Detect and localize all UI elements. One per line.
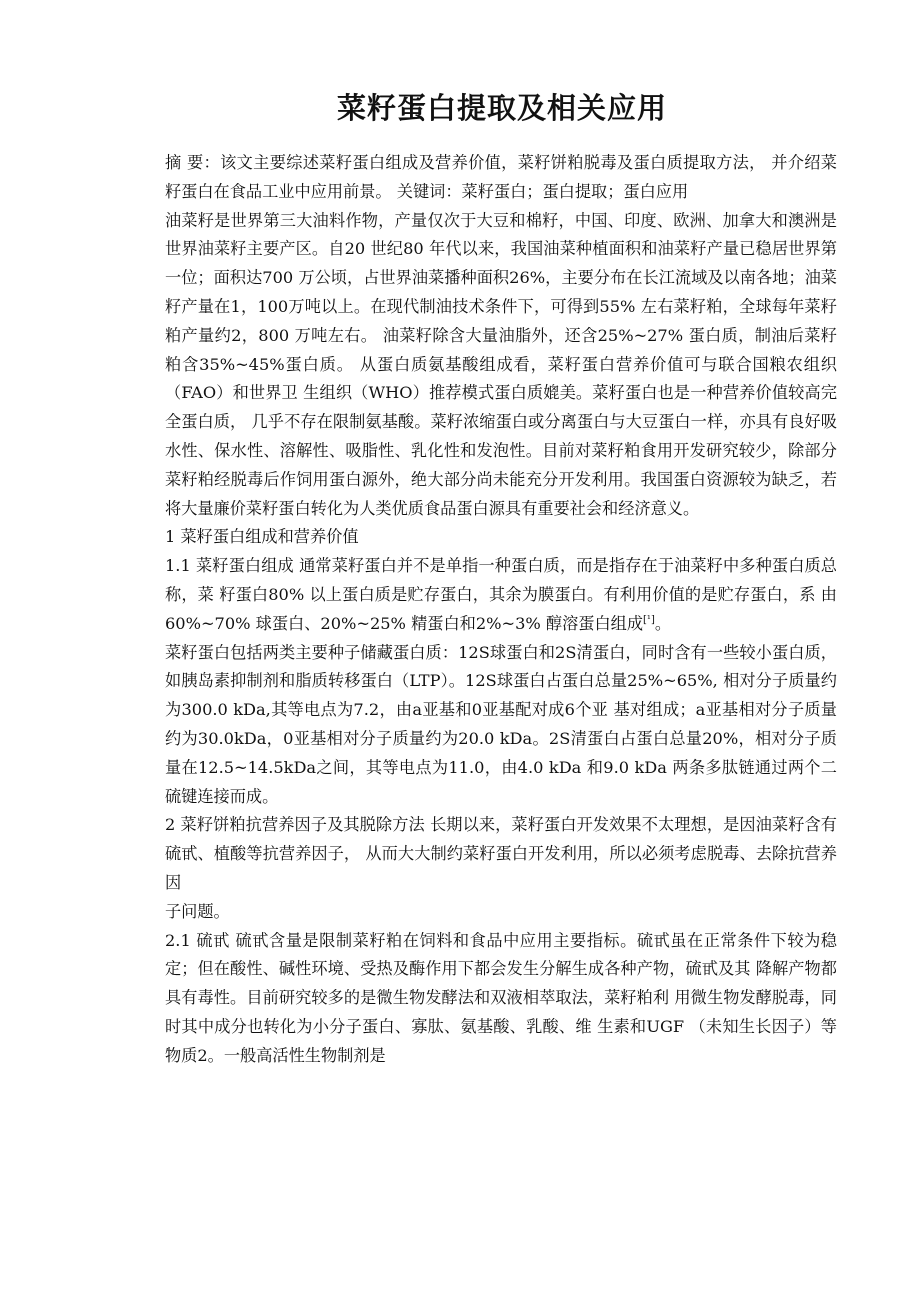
document-title: 菜籽蛋白提取及相关应用 (336, 91, 667, 125)
intro-paragraph: 油菜籽是世界第三大油料作物，产量仅次于大豆和棉籽，中国、印度、欧洲、加拿大和澳洲是世界油菜籽主要产区。自20 世纪80 年代以来，我国油菜种植面积和油菜籽产量已稳居世界第一位；面积达700 万公顷，占世界油菜播种面积26%，主要分布在长江流域及以南各地；油菜籽产量在1，100万吨以上。在现代制油技术条件下，可得到55% 左右菜籽粕，全球每年菜籽粕产量约2，800 万吨左右。 油菜籽除含大量油脂外，还含25%~27% 蛋白质，制油后菜籽粕含35%~45%蛋白质。 从蛋白质氨基酸组成看，菜籽蛋白营养价值可与联合国粮农组织（FAO）和世界卫 生组织（WHO）推荐模式蛋白质媲美。菜籽蛋白也是一种营养价值较高完全蛋白质， 几乎不存在限制氨基酸。菜籽浓缩蛋白或分离蛋白与大豆蛋白一样，亦具有良好吸 水性、保水性、溶解性、吸脂性、乳化性和发泡性。目前对菜籽粕食用开发研究较少，除部分菜籽粕经脱毒后作饲用蛋白源外，绝大部分尚未能充分开发利用。我国蛋白资源较为缺乏，若将大量廉价菜籽蛋白转化为人类优质食品蛋白源具有重要社会和经济意义。 (165, 210, 837, 518)
section-1-heading: 1 菜籽蛋白组成和营养价值 (165, 527, 359, 547)
section-2-1-paragraph: 2.1 硫甙 硫甙含量是限制菜籽粕在饲料和食品中应用主要指标。硫甙虽在正常条件下较为稳 定；但在酸性、碱性环境、受热及酶作用下都会发生分解生成各种产物，硫甙及其 降解产物都具有毒性。目前研究较多的是微生物发酵法和双液相萃取法，菜籽粕利 用微生物发酵脱毒，同时其中成分也转化为小分子蛋白、寡肽、氨基酸、乳酸、维 生素和UGF （未知生长因子）等物质2。一般高活性生物制剂是 (165, 930, 837, 1065)
section-1-1-paragraph (165, 552, 837, 638)
protein-types-paragraph: 菜籽蛋白包括两类主要种子储藏蛋白质：12S球蛋白和2S清蛋白，同时含有一些较小蛋白质，如胰岛素抑制剂和脂质转移蛋白（LTP）。12S球蛋白占蛋白总量25%~65%, 相对分子质量约为300.0 kDa,其等电点为7.2，由a亚基和0亚基配对成6个亚 基对组成；a亚基相对分子质量约为30.0kDa，0亚基相对分子质量约为20.0 kDa。2S清蛋白占蛋白总量20%，相对分子质量在12.5~14.5kDa之间，其等电点为11.0，由4.0 kDa 和9.0 kDa 两条多肽链通过两个二硫键连接而成。 (165, 642, 837, 806)
citation-tail: 。 (654, 613, 672, 633)
section-1-1-text: 1.1 菜籽蛋白组成 通常菜籽蛋白并不是单指一种蛋白质，而是指存在于油菜籽中多种蛋白质总称，菜 籽蛋白80% 以上蛋白质是贮存蛋白，其余为膜蛋白。有利用价值的是贮存蛋白，系 由60%~70% 球蛋白、20%~25% 精蛋白和2%~3% 醇溶蛋白组成 (165, 556, 837, 633)
citation-mark: [¹] (643, 614, 655, 626)
section-2-continuation: 子问题。 (165, 901, 230, 921)
document-body (165, 149, 837, 1071)
abstract-paragraph: 摘 要：该文主要综述菜籽蛋白组成及营养价值，菜籽饼粕脱毒及蛋白质提取方法， 并介绍菜籽蛋白在食品工业中应用前景。 关键词：菜籽蛋白；蛋白提取；蛋白应用 (165, 153, 837, 201)
section-2-paragraph: 2 菜籽饼粕抗营养因子及其脱除方法 长期以来，菜籽蛋白开发效果不太理想，是因油菜籽含有硫甙、植酸等抗营养因子， 从而大大制约菜籽蛋白开发利用，所以必须考虑脱毒、去除抗营养因 (165, 815, 837, 892)
